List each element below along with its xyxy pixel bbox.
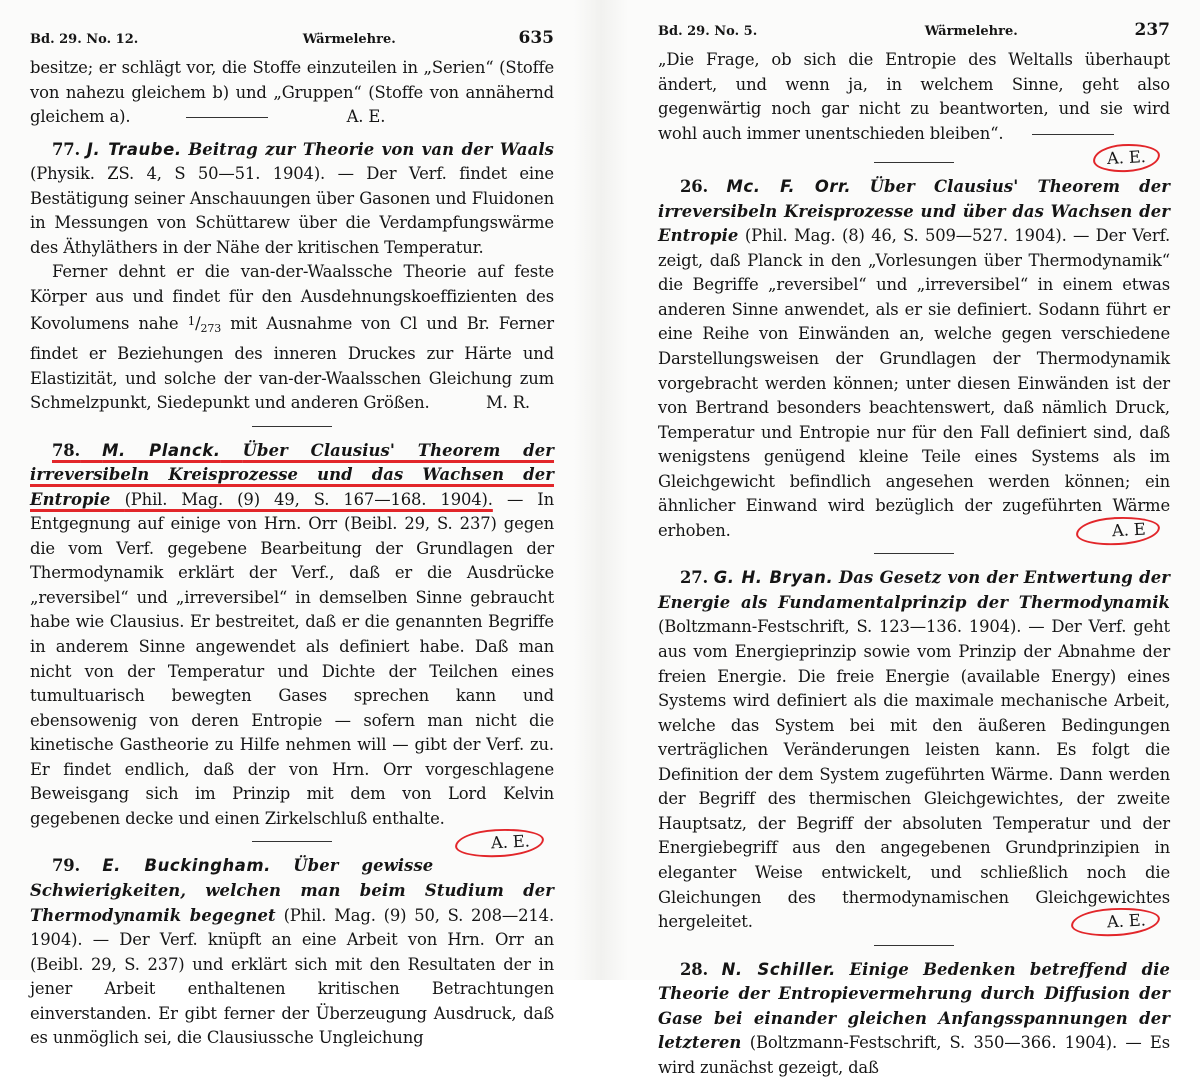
separator xyxy=(252,841,332,842)
right-page-number: 237 xyxy=(1134,20,1170,40)
signature: M. R. xyxy=(485,393,530,413)
left-carry-over-paragraph xyxy=(30,56,554,130)
separator xyxy=(874,553,954,554)
entry-body: (Boltzmann-Festschrift, S. 350—366. 1904). — Es wird zunächst gezeigt, daß xyxy=(658,1033,1170,1077)
entry-body: — In Entgegnung auf einige von Hrn. Orr (Beibl. 29, S. 237) gegen die vom Verf. gegebene Bearbeitung der Grundlagen der Thermodynamik erklärt der Verf., daß er die Ausdrücke „reversibel“ und „irreversibel“ in demselben Sinne gebraucht habe wie Clausius. Er bestreitet, daß er die genannten Begriffe in anderem Sinne angewendet als definiert habe. Daß man nicht von der Temperatur und Dichte der Teilchen eines tumultuarisch bewegten Gases sprechen kann und ebensowenig von deren Entropie — sofern man nicht die kinetische Gastheorie zu Hilfe nehmen will — gibt der Verf. zu. Er findet endlich, daß der von Hrn. Orr vorgeschlagene Beweisgang sich im Prinzip mit dem von Lord Kelvin gegebenen decke und einen Zirkelschluß enthalte. xyxy=(30,489,555,828)
right-page xyxy=(628,0,1200,1077)
separator xyxy=(874,945,954,946)
right-carry-over-text: „Die Frage, ob sich die Entropie des Weltalls überhaupt ändert, und wenn ja, in welchem Sinne, geht also gegenwärtig noch gar nicht zu beantworten, und sie wird wohl auch immer unentschieden bleiben“. xyxy=(658,50,1170,143)
entry-author: N. Schiller. xyxy=(721,959,836,979)
entry-body-continued: Ferner dehnt er die van-der-Waalssche Theorie auf feste Körper aus und findet für den Ausdehnungskoeffizienten des Kovolumens nahe xyxy=(30,262,554,334)
entry-title: Einige Bedenken betreffend die Theorie der Entropievermehrung durch Diffusion der Gase bei einander gleichen Anfangsspannungen der letzteren xyxy=(658,959,1171,1053)
signature xyxy=(1049,910,1146,935)
signature xyxy=(1054,519,1146,544)
pencil-circle-mark: A. E. xyxy=(1093,142,1161,173)
book-gutter xyxy=(574,0,628,980)
pencil-circle-mark: A. E. xyxy=(455,827,545,860)
right-volume: Bd. 29. No. 5. xyxy=(658,24,758,39)
entry-title: Das Gesetz von der Entwertung der Energie als Fundamentalprinzip der Thermodynamik xyxy=(658,568,1171,612)
entry-title: Über Clausius' Theorem der irreversibeln Kreisprozesse und über das Wachsen der Entropie xyxy=(658,177,1171,246)
left-volume: Bd. 29. No. 12. xyxy=(30,32,139,47)
entry-number: 28. xyxy=(680,959,709,979)
separator xyxy=(252,426,332,427)
abstract-entry-27 xyxy=(658,566,1170,934)
left-carry-over-text: besitze; er schlägt vor, die Stoffe einzuteilen in „Serien“ (Stoffe von nahezu gleichem b) und „Gruppen“ (Stoffe von annähernd gleichem a). xyxy=(30,58,554,127)
entry-body: (Phil. Mag. (9) 50, S. 208—214. 1904). — Der Verf. knüpft an eine Arbeit von Hrn. Orr an (Beibl. 29, S. 237) und erklärt sich mit den Resultaten der in jener Arbeit enthaltenen kritischen Betrachtungen einverstanden. Er gibt ferner der Überzeugung Ausdruck, daß es unmöglich sei, die Clausiussche Ungleichung xyxy=(30,905,555,1048)
entry-number: 27. xyxy=(680,568,709,588)
entry-body: (Physik. ZS. 4, S 50—51. 1904). — Der Verf. findet eine Bestätigung seiner Anschauungen über Gasonen und Fluidonen in Messungen von Schüttarew über die Verdampfungswärme des Äthyläthers in der Nähe der kritischen Temperatur. xyxy=(30,164,554,257)
right-section-title: Wärmelehre. xyxy=(924,24,1018,39)
entry-body: (Boltzmann-Festschrift, S. 123—136. 1904). — Der Verf. geht aus vom Energieprinzip sowie vom Prinzip der Abnahme der freien Energie. Die freie Energie (available Energy) eines Systems wird definiert als die maximale mechanische Arbeit, welche das System bei mit den äußeren Bedingungen verträglichen Veränderungen leisten kann. Es folgt die Definition der dem System zugeführten Wärme. Dann werden der Begriff des thermischen Gleichgewichtes, der zweite Hauptsatz, der Begriff der absoluten Temperatur und der Energiebegriff aus den angegebenen Grundprinzipien in eleganter Weise entwickelt, und schließlich noch die Gleichungen des thermodynamischen Gleichgewichtes hergeleitet. xyxy=(658,617,1170,932)
abstract-entry-28 xyxy=(658,958,1170,1080)
signature xyxy=(433,831,530,856)
entry-body: (Phil. Mag. (8) 46, S. 509—527. 1904). — Der Verf. zeigt, daß Planck in den „Vorlesungen über Thermodynamik“ die Begriffe „reversibel“ und „irreversibel“ in einem etwas anderen Sinne anwendet, als er sie definiert. Sodann führt er eine Reihe von Einwänden an, welche gegen verschiedene Darstellungsweisen der Grundlagen der Thermodynamik vorgebracht werden können; unter diesen Einwänden ist der von Bertrand besonders beachtenswert, daß nämlich Druck, Temperatur und Entropie nur für den Fall definiert sind, daß wenigstens genügend kleine Teile eines Systems als im Gleichgewicht befindlich angesehen werden können; ein ähnlicher Einwand wird bezüglich der zugeführten Wärme erhoben. xyxy=(658,226,1171,540)
entry-author: G. H. Bryan. xyxy=(713,568,834,588)
entry-number: 79. xyxy=(52,856,81,876)
left-running-head xyxy=(30,28,554,46)
entry-title: Beitrag zur Theorie von van der Waals xyxy=(188,139,554,159)
entry-citation: (Phil. Mag. (9) 49, S. 167—168. 1904). xyxy=(124,489,493,509)
entry-author: E. Buckingham. xyxy=(102,856,271,876)
right-running-head xyxy=(658,20,1170,38)
abstract-entry-78 xyxy=(30,439,555,853)
separator xyxy=(186,117,268,118)
signature xyxy=(1093,146,1146,171)
left-page-number: 635 xyxy=(518,28,554,48)
entry-body-tail: mit Ausnahme von Cl und Br. Ferner findet er Beziehungen des inneren Druckes zur Härte und Elastizität, und solche der van-der-Waalsschen Gleichung zum Schmelzpunkt, Siedepunkt und anderen Größen. xyxy=(30,314,554,413)
fraction-numerator: 1 xyxy=(187,314,196,329)
abstract-entry-26 xyxy=(658,175,1170,543)
abstract-entry-77: 77. J. Traube. Beitrag zur Theorie von van der Waals (Physik. ZS. 4, S 50—51. 1904). — Der Verf. findet eine Bestätigung seiner Anschauungen über Gasonen und Fluidonen in Messungen von Schüttarew über die Verdampfungswärme des Äthyläthers in der Nähe der kritischen Temperatur. Ferner dehnt er die van-der-Waalssche Theorie auf feste Körper aus und findet für den Ausdehnungskoeffizienten des Kovolumens nahe $^1$/273 mit Ausnahme von Cl und Br. Ferner findet er Beziehungen des inneren Druckes zur Härte und Elastizität, und solche der van-der-Waalsschen Gleichung zum Schmelzpunkt, Siedepunkt und anderen Größen. M. R. xyxy=(30,138,554,416)
separator xyxy=(874,162,954,163)
entry-title: Über gewisse Schwierigkeiten, welchen man beim Studium der Thermodynamik begegnet xyxy=(30,856,554,925)
pencil-circle-mark: A. E. xyxy=(1071,906,1161,939)
abstract-entry-79 xyxy=(30,854,554,1050)
signature: A. E. xyxy=(346,107,386,127)
pencil-underline-mark xyxy=(30,441,554,509)
separator xyxy=(1032,134,1114,135)
fraction-denominator: 273 xyxy=(200,322,222,336)
pencil-circle-mark: A. E xyxy=(1076,515,1161,547)
entry-author: Mc. F. Orr. xyxy=(726,177,852,197)
entry-title: Über Clausius' Theorem der irreversibeln Kreisprozesse und das Wachsen der Entropie xyxy=(30,440,555,509)
entry-number: 26. xyxy=(680,177,709,197)
entry-number: 78. xyxy=(52,440,81,460)
right-carry-over-paragraph xyxy=(658,48,1170,169)
left-section-title: Wärmelehre. xyxy=(302,32,396,47)
entry-number: 77. xyxy=(52,139,81,159)
left-page xyxy=(0,0,574,1048)
entry-author: J. Traube. xyxy=(86,139,182,159)
entry-author: M. Planck. xyxy=(102,440,221,460)
